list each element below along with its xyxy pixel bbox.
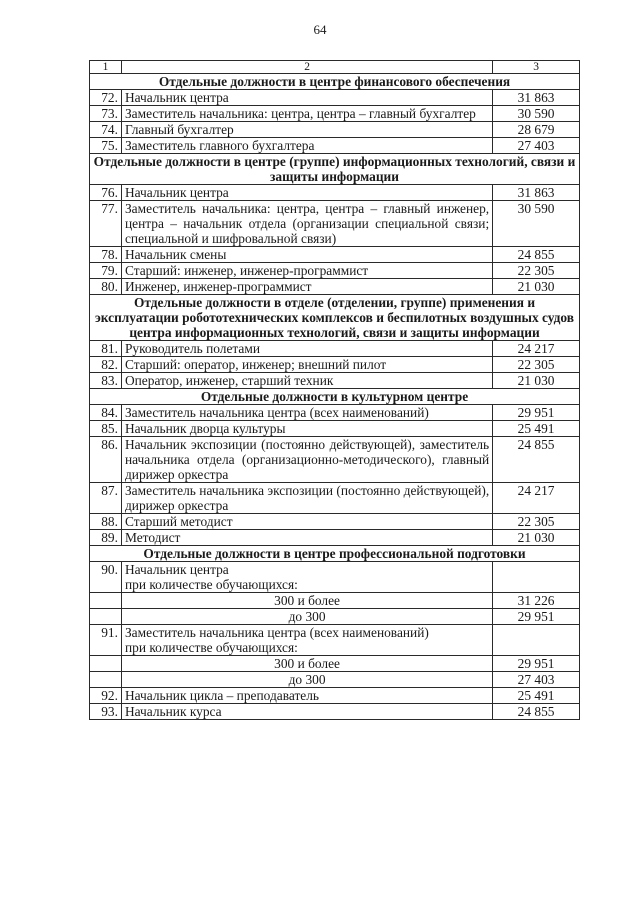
row-number-cell — [90, 593, 122, 609]
salary-cell: 24 217 — [493, 483, 580, 514]
position-name-cell — [121, 201, 492, 247]
position-name-cell — [121, 122, 492, 138]
position-name: Начальник дворца культуры — [124, 421, 286, 436]
row-number-cell: 72. — [90, 90, 122, 106]
table-row — [90, 405, 580, 421]
table-row — [90, 530, 580, 546]
table-row — [90, 688, 580, 704]
position-name-cell — [121, 90, 492, 106]
table-row — [90, 341, 580, 357]
table-subrow — [90, 656, 580, 672]
position-name-cell — [121, 530, 492, 546]
salary-cell: 29 951 — [493, 405, 580, 421]
row-number-cell: 86. — [90, 437, 122, 483]
row-number-cell: 92. — [90, 688, 122, 704]
table-body — [90, 61, 580, 720]
row-number-cell: 93. — [90, 704, 122, 720]
column-header-3: 3 — [493, 61, 580, 74]
position-name-cell — [121, 138, 492, 154]
position-name-cell — [121, 247, 492, 263]
row-number-cell: 83. — [90, 373, 122, 389]
salary-cell: 30 590 — [493, 201, 580, 247]
position-name: Инженер, инженер-программист — [124, 279, 312, 294]
row-number-cell: 82. — [90, 357, 122, 373]
position-name-cell — [121, 562, 492, 593]
position-name-cell — [121, 688, 492, 704]
position-name: Начальник экспозиции (постоянно действующей), заместитель начальника отдела (организационно-методического), главный дирижер оркестра — [124, 437, 490, 482]
table-row — [90, 625, 580, 656]
table-row — [90, 201, 580, 247]
subcondition-cell: до 300 — [121, 672, 492, 688]
column-header-1: 1 — [90, 61, 122, 74]
salary-cell: 21 030 — [493, 279, 580, 295]
position-name: Заместитель начальника: центра, центра – главный бухгалтер — [124, 106, 476, 121]
table-row — [90, 357, 580, 373]
column-header-row — [90, 61, 580, 74]
salary-cell: 31 863 — [493, 90, 580, 106]
row-number-cell: 74. — [90, 122, 122, 138]
position-name: Заместитель начальника: центра, центра – главный инженер, центра – начальник отдела (организации специальной связи; специальной и шифровальной связи) — [124, 201, 490, 246]
row-number-cell: 78. — [90, 247, 122, 263]
salary-cell: 27 403 — [493, 672, 580, 688]
section-title: Отдельные должности в центре (группе) информационных технологий, связи и защиты информации — [90, 154, 580, 185]
table-row — [90, 704, 580, 720]
page-number: 64 — [313, 22, 327, 37]
section-title: Отдельные должности в центре профессиональной подготовки — [90, 546, 580, 562]
row-number-cell: 88. — [90, 514, 122, 530]
position-name-cell — [121, 704, 492, 720]
table-row — [90, 421, 580, 437]
row-number-cell: 76. — [90, 185, 122, 201]
row-number-cell — [90, 672, 122, 688]
row-number-cell: 73. — [90, 106, 122, 122]
position-name-cell — [121, 263, 492, 279]
salary-cell: 30 590 — [493, 106, 580, 122]
table-row — [90, 514, 580, 530]
row-number-cell: 77. — [90, 201, 122, 247]
position-condition: при количестве обучающихся: — [124, 577, 298, 592]
row-number-cell: 90. — [90, 562, 122, 593]
subcondition-cell: до 300 — [121, 609, 492, 625]
subcondition-cell: 300 и более — [121, 593, 492, 609]
section-heading-row — [90, 389, 580, 405]
salary-cell: 28 679 — [493, 122, 580, 138]
salary-cell: 31 863 — [493, 185, 580, 201]
position-name-cell — [121, 357, 492, 373]
position-name-cell — [121, 437, 492, 483]
section-heading-row — [90, 295, 580, 341]
section-heading-row — [90, 154, 580, 185]
row-number-cell — [90, 609, 122, 625]
salary-cell: 25 491 — [493, 688, 580, 704]
salary-cell — [493, 562, 580, 593]
row-number-cell: 75. — [90, 138, 122, 154]
table-row — [90, 122, 580, 138]
row-number-cell: 84. — [90, 405, 122, 421]
row-number-cell: 79. — [90, 263, 122, 279]
row-number-cell: 85. — [90, 421, 122, 437]
position-name: Старший: инженер, инженер-программист — [124, 263, 369, 278]
table-row — [90, 279, 580, 295]
position-name: Методист — [124, 530, 181, 545]
salary-cell: 27 403 — [493, 138, 580, 154]
position-name: Старший методист — [124, 514, 233, 529]
position-name: Оператор, инженер, старший техник — [124, 373, 334, 388]
position-name: Начальник центра — [124, 562, 229, 577]
table-subrow — [90, 593, 580, 609]
position-name: Начальник центра — [124, 185, 229, 200]
position-name: Начальник центра — [124, 90, 229, 105]
salary-cell: 24 855 — [493, 704, 580, 720]
section-title: Отдельные должности в культурном центре — [90, 389, 580, 405]
salary-cell: 24 217 — [493, 341, 580, 357]
salary-cell: 31 226 — [493, 593, 580, 609]
table-row — [90, 263, 580, 279]
position-name-cell — [121, 483, 492, 514]
position-name: Заместитель начальника центра (всех наименований) — [124, 625, 429, 640]
table-row — [90, 106, 580, 122]
row-number-cell: 87. — [90, 483, 122, 514]
salary-table — [89, 60, 580, 720]
row-number-cell — [90, 656, 122, 672]
table-subrow — [90, 609, 580, 625]
table-row — [90, 437, 580, 483]
position-name: Заместитель главного бухгалтера — [124, 138, 315, 153]
row-number-cell: 91. — [90, 625, 122, 656]
position-name: Заместитель начальника центра (всех наименований) — [124, 405, 429, 420]
row-number-cell: 80. — [90, 279, 122, 295]
table-row — [90, 185, 580, 201]
section-title: Отдельные должности в отделе (отделении, группе) применения и эксплуатации робототехнических комплексов и беспилотных воздушных судов центра информационных технологий, связи и защиты информации — [90, 295, 580, 341]
position-name-cell — [121, 405, 492, 421]
column-header-2: 2 — [121, 61, 492, 74]
position-name: Руководитель полетами — [124, 341, 260, 356]
position-name: Начальник смены — [124, 247, 227, 262]
salary-cell: 21 030 — [493, 373, 580, 389]
subcondition-cell: 300 и более — [121, 656, 492, 672]
position-name-cell — [121, 279, 492, 295]
position-name-cell — [121, 625, 492, 656]
position-name: Начальник курса — [124, 704, 222, 719]
position-name: Главный бухгалтер — [124, 122, 234, 137]
table-row — [90, 483, 580, 514]
salary-cell: 24 855 — [493, 437, 580, 483]
salary-cell: 21 030 — [493, 530, 580, 546]
section-heading-row — [90, 74, 580, 90]
position-name-cell — [121, 341, 492, 357]
position-name: Начальник цикла – преподаватель — [124, 688, 320, 703]
position-name: Старший: оператор, инженер; внешний пилот — [124, 357, 387, 372]
position-name: Заместитель начальника экспозиции (постоянно действующей), дирижер оркестра — [124, 483, 490, 513]
salary-cell: 29 951 — [493, 609, 580, 625]
row-number-cell: 89. — [90, 530, 122, 546]
table-subrow — [90, 672, 580, 688]
table-row — [90, 90, 580, 106]
salary-cell: 29 951 — [493, 656, 580, 672]
salary-cell: 22 305 — [493, 357, 580, 373]
table-row — [90, 373, 580, 389]
position-name-cell — [121, 106, 492, 122]
position-name-cell — [121, 514, 492, 530]
table-row — [90, 138, 580, 154]
position-name-cell — [121, 373, 492, 389]
position-condition: при количестве обучающихся: — [124, 640, 298, 655]
section-title: Отдельные должности в центре финансового обеспечения — [90, 74, 580, 90]
table-row — [90, 247, 580, 263]
salary-cell: 22 305 — [493, 263, 580, 279]
salary-cell: 25 491 — [493, 421, 580, 437]
salary-cell: 24 855 — [493, 247, 580, 263]
position-name-cell — [121, 421, 492, 437]
salary-cell — [493, 625, 580, 656]
salary-cell: 22 305 — [493, 514, 580, 530]
row-number-cell: 81. — [90, 341, 122, 357]
position-name-cell — [121, 185, 492, 201]
section-heading-row — [90, 546, 580, 562]
table-row — [90, 562, 580, 593]
